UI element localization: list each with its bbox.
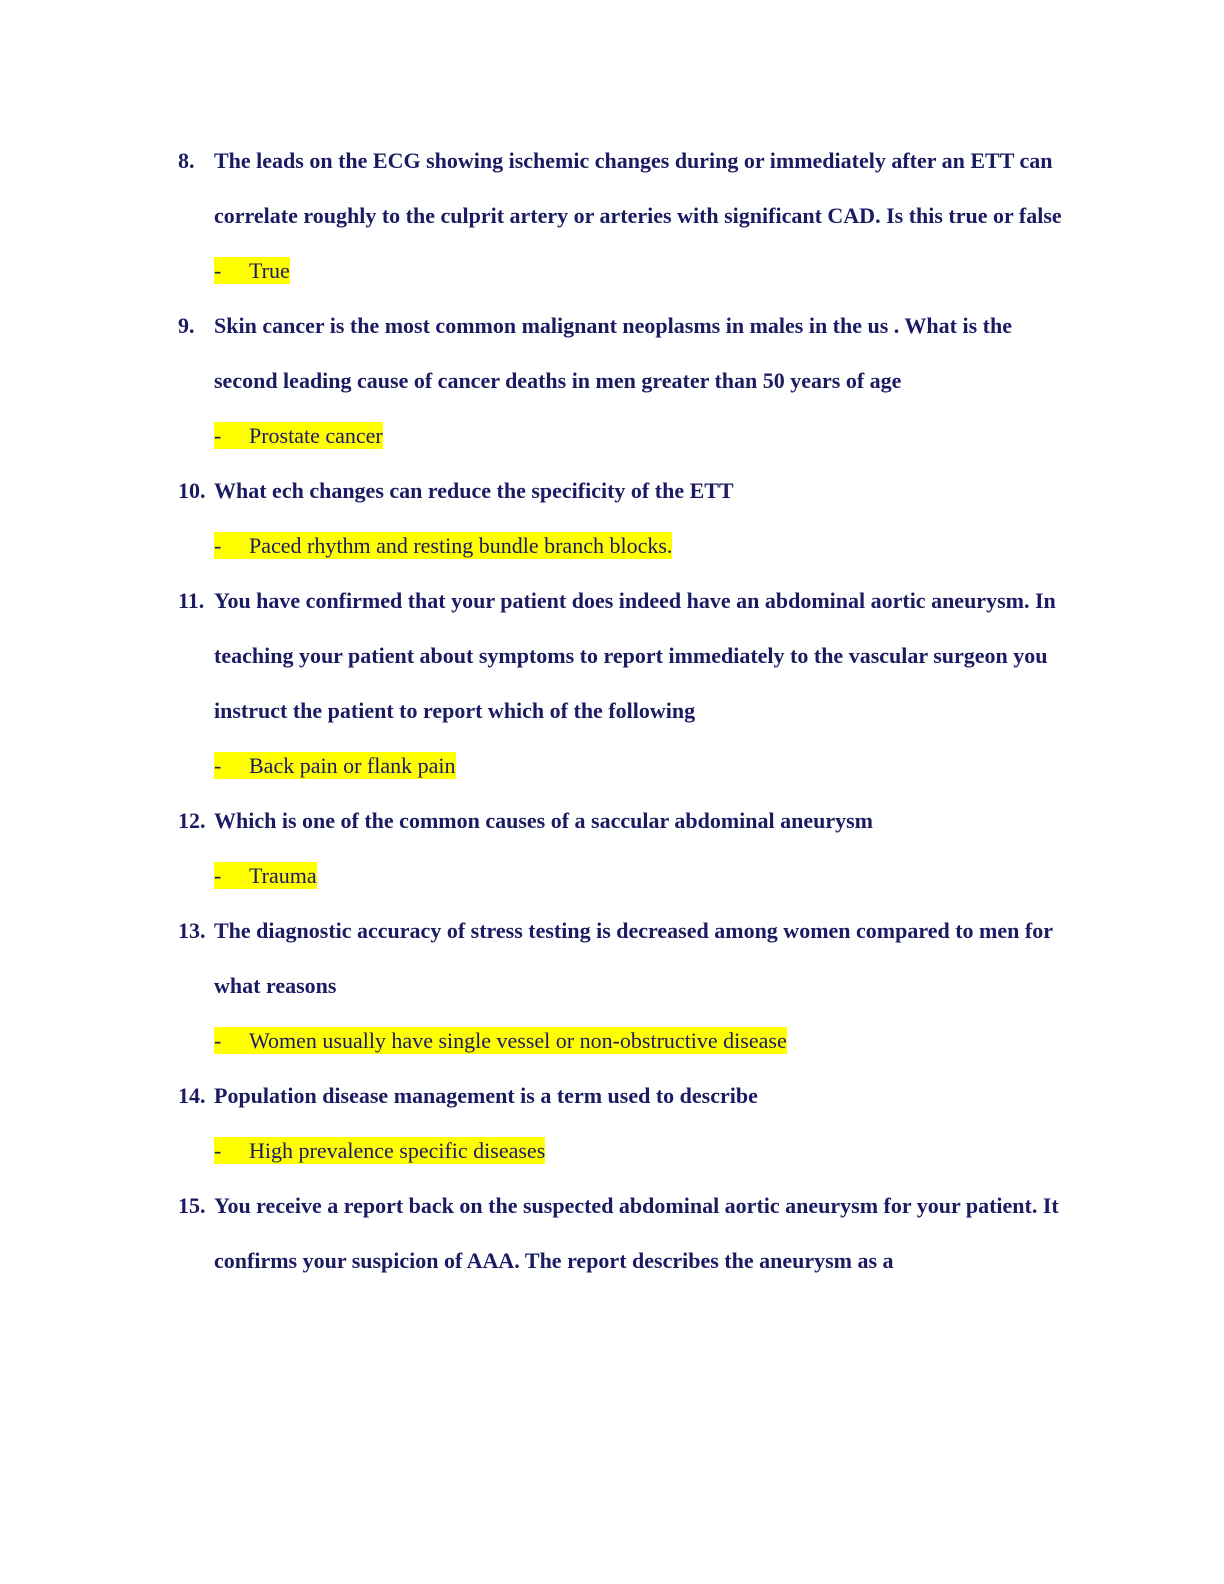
question-text: You receive a report back on the suspected abdominal aortic aneurysm for your patient. It confirms your suspicion of AAA. The report describes the aneurysm as a — [214, 1193, 1059, 1273]
question-item — [178, 298, 1068, 408]
answer-text: Trauma — [249, 863, 317, 888]
question-number: 13. — [178, 918, 206, 943]
answer-item — [214, 1123, 1068, 1178]
answer-text: Women usually have single vessel or non-obstructive disease — [249, 1028, 787, 1053]
question-item — [178, 903, 1068, 1013]
answer-dash: - — [214, 1028, 222, 1053]
highlighted-answer — [214, 862, 317, 889]
highlighted-answer — [214, 422, 383, 449]
question-list — [178, 133, 1068, 1288]
answer-text: Back pain or flank pain — [249, 753, 456, 778]
answer-item — [214, 848, 1068, 903]
question-number: 14. — [178, 1083, 206, 1108]
question-number: 12. — [178, 808, 206, 833]
answer-item — [214, 243, 1068, 298]
highlighted-answer — [214, 1027, 787, 1054]
question-number: 11. — [178, 588, 205, 613]
answer-item — [214, 1013, 1068, 1068]
highlighted-answer — [214, 752, 456, 779]
question-number: 8. — [178, 148, 195, 173]
question-item — [178, 463, 1068, 518]
highlighted-answer — [214, 1137, 545, 1164]
question-text: Population disease management is a term used to describe — [214, 1083, 758, 1108]
answer-dash: - — [214, 258, 222, 283]
answer-dash: - — [214, 533, 222, 558]
question-item — [178, 793, 1068, 848]
answer-item — [214, 518, 1068, 573]
question-number: 10. — [178, 478, 206, 503]
question-text: The diagnostic accuracy of stress testing is decreased among women compared to men for what reasons — [214, 918, 1053, 998]
answer-item — [214, 408, 1068, 463]
answer-dash: - — [214, 753, 222, 778]
highlighted-answer — [214, 257, 290, 284]
answer-dash: - — [214, 423, 222, 448]
question-item — [178, 133, 1068, 243]
highlighted-answer — [214, 532, 672, 559]
question-number: 9. — [178, 313, 195, 338]
answer-text: Prostate cancer — [249, 423, 383, 448]
question-text: The leads on the ECG showing ischemic changes during or immediately after an ETT can correlate roughly to the culprit artery or arteries with significant CAD. Is this true or false — [214, 148, 1062, 228]
answer-item — [214, 738, 1068, 793]
question-text: Skin cancer is the most common malignant neoplasms in males in the us . What is the second leading cause of cancer deaths in men greater than 50 years of age — [214, 313, 1012, 393]
answer-text: High prevalence specific diseases — [249, 1138, 546, 1163]
answer-dash: - — [214, 1138, 222, 1163]
question-item — [178, 573, 1068, 738]
question-text: You have confirmed that your patient does indeed have an abdominal aortic aneurysm. In teaching your patient about symptoms to report immediately to the vascular surgeon you instruct the patient to report which of the following — [214, 588, 1056, 723]
question-text: Which is one of the common causes of a saccular abdominal aneurysm — [214, 808, 873, 833]
answer-text: True — [249, 258, 290, 283]
question-item — [178, 1178, 1068, 1288]
answer-text: Paced rhythm and resting bundle branch blocks. — [249, 533, 673, 558]
answer-dash: - — [214, 863, 222, 888]
question-item — [178, 1068, 1068, 1123]
question-text: What ech changes can reduce the specificity of the ETT — [214, 478, 734, 503]
question-number: 15. — [178, 1193, 206, 1218]
